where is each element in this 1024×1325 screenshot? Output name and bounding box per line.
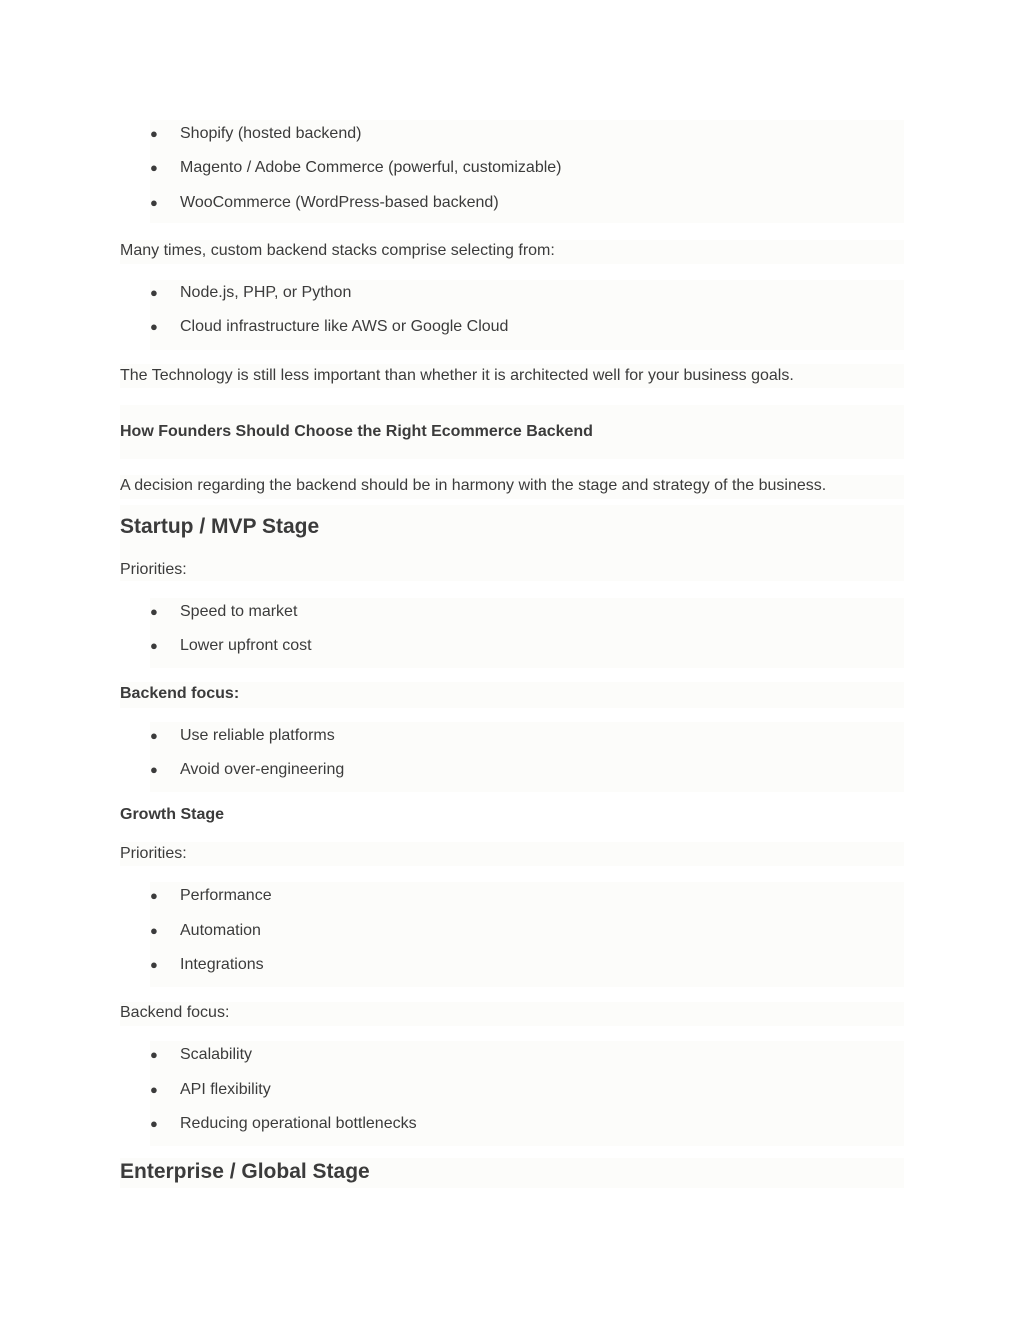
backend-focus-label: Backend focus: — [120, 685, 240, 702]
bullet-icon: ● — [150, 957, 158, 972]
startup-priorities-list: ● Speed to market ● Lower upfront cost — [150, 598, 904, 668]
growth-heading: Growth Stage — [120, 806, 225, 823]
enterprise-heading-block — [120, 1158, 904, 1188]
bullet-icon: ● — [150, 160, 158, 175]
bullet-icon: ● — [150, 762, 158, 777]
section-heading: How Founders Should Choose the Right Ecommerce Backend — [120, 423, 593, 440]
bullet-icon: ● — [150, 319, 158, 334]
startup-section — [120, 505, 904, 581]
bullet-icon: ● — [150, 604, 158, 619]
priorities-label: Priorities: — [120, 845, 187, 862]
bullet-icon: ● — [150, 1116, 158, 1131]
paragraph: A decision regarding the backend should be in harmony with the stage and strategy of the business. — [120, 475, 904, 499]
paragraph: The Technology is still less important than whether it is architected well for your business goals. — [120, 364, 904, 388]
bullet-icon: ● — [150, 285, 158, 300]
backend-focus-label: Backend focus: — [120, 1004, 230, 1021]
bullet-icon: ● — [150, 728, 158, 743]
growth-focus-list: ● Scalability ● API flexibility ● Reducing operational bottlenecks — [150, 1041, 904, 1146]
bullet-icon: ● — [150, 126, 158, 141]
section-heading-block — [120, 405, 904, 459]
bullet-icon: ● — [150, 1047, 158, 1062]
stack-list: ● Node.js, PHP, or Python ● Cloud infrastructure like AWS or Google Cloud — [150, 280, 904, 350]
growth-priorities-list: ● Performance ● Automation ● Integrations — [150, 882, 904, 987]
enterprise-heading: Enterprise / Global Stage — [120, 1160, 370, 1183]
priorities-block — [120, 842, 904, 866]
backend-focus-block — [120, 682, 904, 708]
backend-focus-block — [120, 1002, 904, 1026]
bullet-icon: ● — [150, 1082, 158, 1097]
platform-list: ● Shopify (hosted backend) ● Magento / Adobe Commerce (powerful, customizable) ● WooCommerce (WordPress-based backend) — [150, 120, 904, 223]
bullet-icon: ● — [150, 923, 158, 938]
startup-heading: Startup / MVP Stage — [120, 515, 320, 538]
startup-focus-list: ● Use reliable platforms ● Avoid over-engineering — [150, 722, 904, 792]
priorities-label: Priorities: — [120, 561, 187, 578]
growth-heading-block — [120, 803, 904, 827]
bullet-icon: ● — [150, 888, 158, 903]
paragraph: Many times, custom backend stacks comprise selecting from: — [120, 240, 904, 264]
bullet-icon: ● — [150, 638, 158, 653]
bullet-icon: ● — [150, 195, 158, 210]
